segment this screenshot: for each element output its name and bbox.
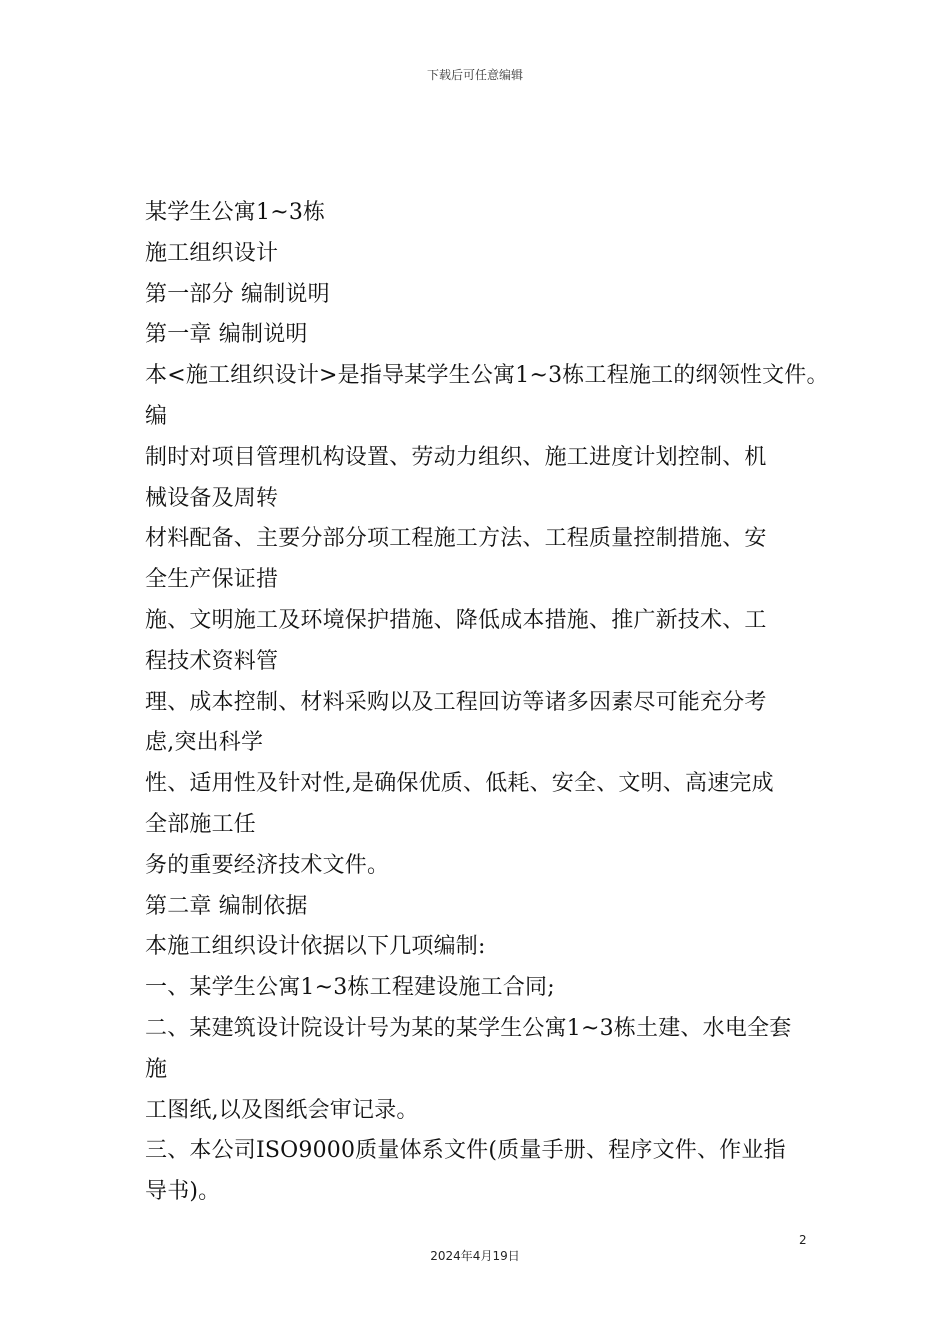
paragraph-line: 材料配备、主要分部分项工程施工方法、工程质量控制措施、安 — [145, 526, 767, 552]
paragraph-line: 程技术资料管 — [145, 648, 279, 674]
paragraph-line: 本施工组织设计依据以下几项编制: — [145, 934, 486, 960]
list-item: 导书)。 — [145, 1179, 221, 1205]
list-item: 一、某学生公寓1~3栋工程建设施工合同; — [145, 975, 555, 1001]
paragraph-line: 全生产保证措 — [145, 567, 279, 593]
list-item: 施 — [145, 1056, 168, 1082]
document-body — [145, 193, 829, 1213]
paragraph-line: 理、成本控制、材料采购以及工程回访等诸多因素尽可能充分考 — [145, 689, 767, 715]
doc-subtitle-line: 施工组织设计 — [145, 240, 279, 266]
paragraph-line: 务的重要经济技术文件。 — [145, 852, 390, 878]
paragraph-line: 全部施工任 — [145, 811, 257, 837]
page-number: 2 — [799, 1233, 807, 1247]
paragraph-line: 制时对项目管理机构设置、劳动力组织、施工进度计划控制、机 — [145, 444, 767, 470]
chapter-heading: 第一章 编制说明 — [145, 322, 308, 348]
paragraph-line: 编 — [145, 403, 168, 429]
list-item: 工图纸,以及图纸会审记录。 — [145, 1097, 419, 1123]
list-item: 三、本公司ISO9000质量体系文件(质量手册、程序文件、作业指 — [145, 1138, 786, 1164]
paragraph-line: 性、适用性及针对性,是确保优质、低耗、安全、文明、高速完成 — [145, 771, 774, 797]
paragraph-line: 械设备及周转 — [145, 485, 279, 511]
doc-title-line: 某学生公寓1~3栋 — [145, 200, 326, 225]
page-header: 下载后可任意编辑 — [426, 68, 523, 82]
paragraph-line: 虑,突出科学 — [145, 730, 264, 756]
paragraph-line: 施、文明施工及环境保护措施、降低成本措施、推广新技术、工 — [145, 607, 767, 633]
list-item: 二、某建筑设计院设计号为某的某学生公寓1~3栋土建、水电全套 — [145, 1015, 792, 1041]
footer-date: 2024年4月19日 — [430, 1249, 520, 1263]
chapter-heading: 第二章 编制依据 — [145, 893, 308, 919]
part-heading: 第一部分 编制说明 — [145, 281, 330, 307]
paragraph-line: 本<施工组织设计>是指导某学生公寓1~3栋工程施工的纲领性文件。 — [145, 363, 829, 389]
